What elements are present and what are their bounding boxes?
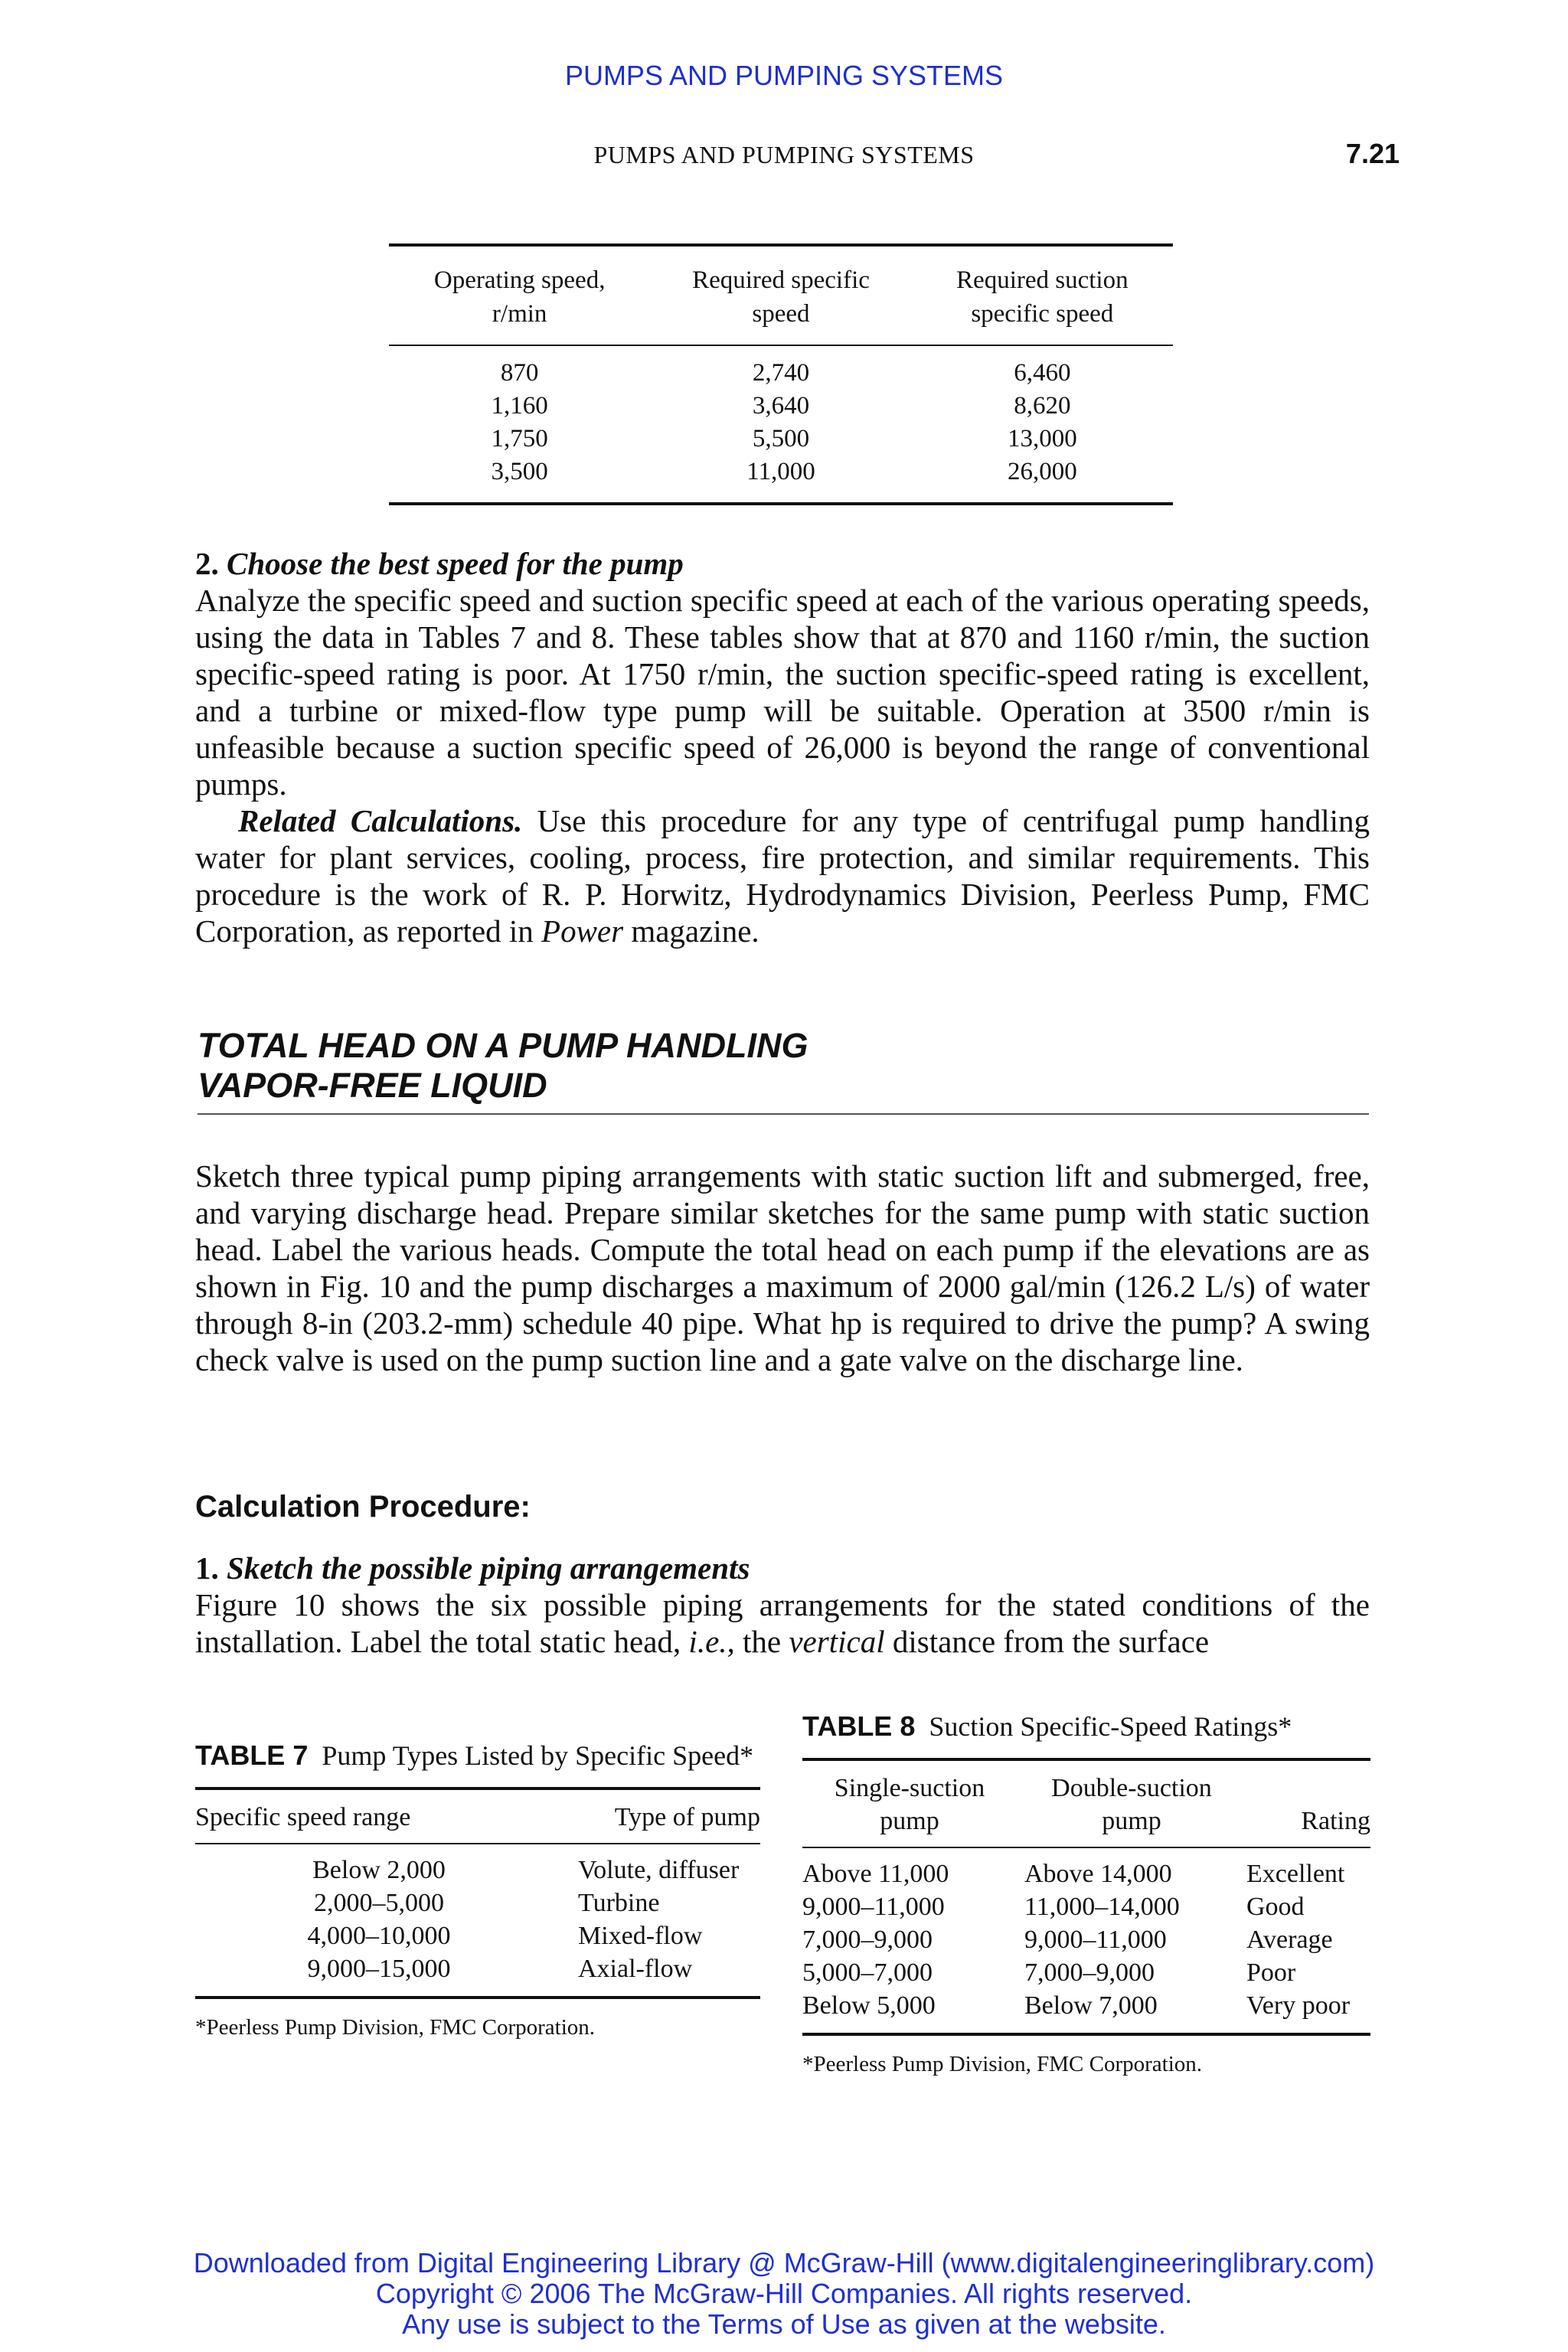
table-7-footnote: *Peerless Pump Division, FMC Corporation. — [195, 2015, 596, 2040]
related-calculations — [195, 802, 1370, 949]
calculation-heading: Calculation Procedure: — [195, 1490, 531, 1524]
table-row — [195, 1886, 760, 1919]
table-row — [802, 1956, 1370, 1989]
speed-table — [389, 243, 1173, 505]
table-cell: 11,000 — [746, 458, 815, 485]
related-label: Related Calculations. — [238, 803, 523, 838]
header-operating-speed: Operating speed, r/min — [433, 266, 606, 328]
table-7-label: TABLE 7 — [195, 1740, 309, 1771]
problem-statement — [195, 1158, 1370, 1378]
ie-abbrev: i.e., — [688, 1624, 735, 1659]
header-double-suction: Double-suction pump — [1051, 1774, 1212, 1835]
table-cell: 8,620 — [1014, 392, 1071, 420]
header-required-specific-speed: Required specific speed — [692, 266, 870, 328]
related-text-b: magazine. — [623, 913, 760, 949]
related-text-a: Use this procedure for any type of centrifugal pump handling water for plant services, cooling, process, fire protection, and similar requirements. This procedure is the work of R. P. Horwitz, Hydrodynamics Division, Peerless Pump, FMC Corporation, as reported in — [195, 803, 1370, 949]
table-cell: 870 — [500, 359, 539, 387]
top-banner: PUMPS AND PUMPING SYSTEMS — [564, 60, 1004, 91]
table-8-title: Suction Specific-Speed Ratings* — [929, 1711, 1292, 1742]
magazine-name: Power — [541, 913, 624, 949]
table-cell: 3,500 — [491, 458, 548, 485]
step-2-title: Choose the best speed for the pump — [227, 546, 684, 581]
step-1-block — [195, 1550, 1370, 1660]
table-7-title: Pump Types Listed by Specific Speed* — [322, 1740, 754, 1771]
step-2-body: Analyze the specific speed and suction specific speed at each of the various operating speeds, using the data in Tables 7 and 8. These tables show that at 870 and 1160 r/min, the suction specific-speed rating is poor. At 1750 r/min, the suction specific-speed rating is excellent, and a turbine or mixed-flow type pump will be suitable. Operation at 3500 r/min is unfeasible because a suction specific speed of 26,000 is beyond the range of conventional pumps. — [195, 583, 1370, 802]
table-cell: Good — [1246, 1893, 1305, 1921]
table-row — [195, 1854, 760, 1886]
problem-text: Sketch three typical pump piping arrangements with static suction lift and submerged, free, and varying discharge head. Prepare similar sketches for the same pump with static suction head. Label the various heads. Compute the total head on each pump if the elevations are as shown in Fig. 10 and the pump discharges a maximum of 2000 gal/min (126.2 L/s) of water through 8-in (203.2-mm) schedule 40 pipe. What hp is required to drive the pump? A swing check valve is used on the pump suction line and a gate valve on the discharge line. — [195, 1158, 1370, 1377]
table-cell: 4,000–10,000 — [307, 1922, 451, 1950]
header-required-suction-specific-speed: Required suction specific speed — [956, 266, 1129, 328]
table-cell: Axial-flow — [578, 1955, 693, 1983]
table-cell: 7,000–9,000 — [802, 1926, 933, 1954]
table-cell: 3,640 — [752, 392, 810, 420]
vertical-word: vertical — [789, 1624, 885, 1659]
table-cell: Below 2,000 — [312, 1856, 446, 1884]
table-cell: Poor — [1246, 1958, 1296, 1987]
table-row — [389, 390, 1173, 423]
table-cell: 9,000–15,000 — [307, 1955, 451, 1983]
table-cell: 26,000 — [1007, 458, 1077, 485]
table-cell: 1,160 — [491, 392, 548, 420]
table-cell: Above 11,000 — [802, 1860, 949, 1888]
table-row — [389, 456, 1173, 488]
step-1-body — [195, 1586, 1370, 1660]
table-row — [195, 1952, 760, 1985]
table-row — [802, 1923, 1370, 1956]
header-specific-speed-range: Specific speed range — [195, 1803, 411, 1831]
table-cell: 6,460 — [1014, 359, 1071, 387]
table-cell: Average — [1246, 1926, 1333, 1954]
table-cell: 2,000–5,000 — [314, 1889, 444, 1917]
table-cell: 13,000 — [1007, 425, 1077, 452]
step-2-heading — [195, 545, 1370, 582]
header-type-of-pump: Type of pump — [614, 1803, 760, 1831]
running-head: PUMPS AND PUMPING SYSTEMS — [593, 141, 975, 168]
table-cell: Below 5,000 — [802, 1991, 936, 2020]
footer-copyright-line: Copyright © 2006 The McGraw-Hill Companies. All rights reserved. — [375, 2278, 1193, 2309]
table-cell: 5,000–7,000 — [802, 1958, 933, 1987]
table-cell: 2,740 — [752, 359, 810, 387]
table-7 — [195, 1738, 760, 2044]
step-1-text-b: the — [734, 1624, 789, 1659]
table-row — [802, 1890, 1370, 1923]
download-footer — [0, 2248, 1568, 2340]
table-cell: Below 7,000 — [1024, 1991, 1158, 2020]
table-cell: 7,000–9,000 — [1024, 1958, 1155, 1987]
table-8-label: TABLE 8 — [802, 1710, 916, 1742]
step-2-block — [195, 545, 1370, 949]
table-cell: Volute, diffuser — [578, 1856, 740, 1884]
table-8-header — [802, 1761, 1370, 1847]
table-row — [802, 1989, 1370, 2022]
step-1-heading — [195, 1550, 1370, 1586]
table-cell: 9,000–11,000 — [802, 1893, 945, 1921]
table-8-footnote: *Peerless Pump Division, FMC Corporation. — [802, 2052, 1203, 2076]
page-number: 7.21 — [1345, 138, 1400, 169]
table-row — [195, 1919, 760, 1952]
table-cell: 9,000–11,000 — [1024, 1926, 1167, 1954]
table-row — [802, 1857, 1370, 1890]
step-1-title: Sketch the possible piping arrangements — [227, 1550, 750, 1586]
header-rating: Rating — [1301, 1807, 1370, 1835]
step-1-text-c: distance from the surface — [884, 1624, 1210, 1659]
table-cell: Mixed-flow — [578, 1922, 703, 1950]
speed-table-header — [389, 247, 1173, 346]
step-2-number: 2. — [195, 546, 219, 581]
table-7-caption — [195, 1738, 760, 1773]
footer-terms-line: Any use is subject to the Terms of Use as given at the website. — [402, 2308, 1166, 2340]
table-8-caption — [802, 1709, 1370, 1744]
section-title: TOTAL HEAD ON A PUMP HANDLING VAPOR-FREE LIQUID — [198, 1026, 1369, 1115]
step-1-number: 1. — [195, 1550, 219, 1586]
table-cell: Very poor — [1246, 1991, 1351, 2020]
footer-download-line: Downloaded from Digital Engineering Library @ McGraw-Hill (www.digitalengineeringlibrary.com) — [193, 2247, 1375, 2278]
table-8 — [802, 1709, 1370, 2081]
table-7-header — [195, 1790, 760, 1843]
table-row — [389, 357, 1173, 390]
step-1-text-a: Figure 10 shows the six possible piping arrangements for the stated conditions of the installation. Label the total static head, — [195, 1587, 1370, 1659]
header-single-suction: Single-suction pump — [834, 1774, 985, 1835]
table-cell: 1,750 — [491, 425, 548, 452]
table-cell: Above 14,000 — [1024, 1860, 1172, 1888]
table-cell: Turbine — [578, 1889, 660, 1917]
table-cell: 5,500 — [752, 425, 810, 452]
table-cell: Excellent — [1246, 1860, 1345, 1888]
table-cell: 11,000–14,000 — [1024, 1893, 1180, 1921]
table-row — [389, 423, 1173, 456]
